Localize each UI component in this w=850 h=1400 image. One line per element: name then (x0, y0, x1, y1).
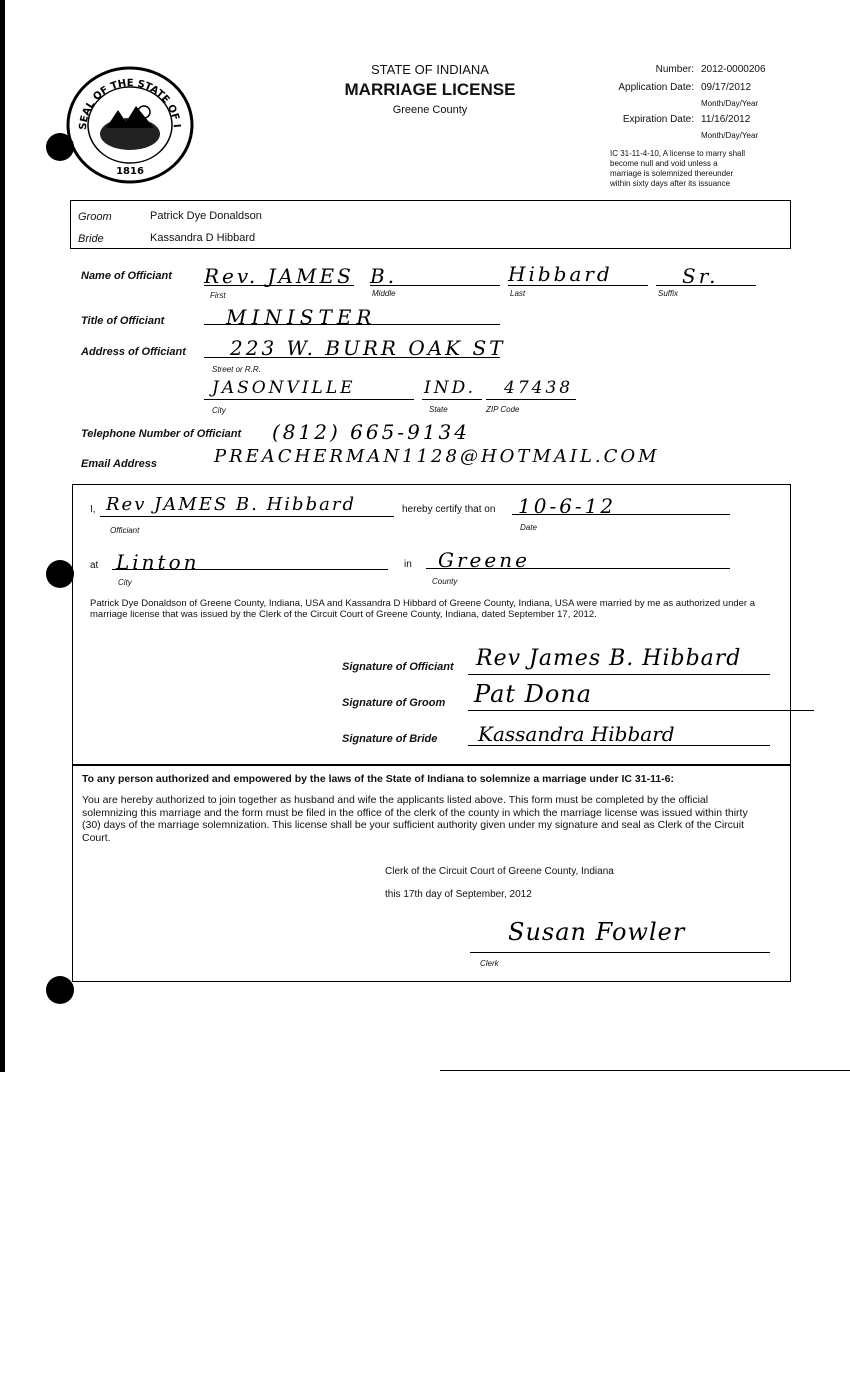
sub-street: Street or R.R. (212, 365, 261, 374)
sig-officiant-label: Signature of Officiant (342, 661, 454, 673)
expiration-date: 11/16/2012 (701, 114, 751, 125)
certifying-officiant: Rev JAMES B. Hibbard (106, 494, 356, 515)
marriage-county: Greene (438, 548, 530, 572)
binder-hole-bottom (46, 976, 74, 1004)
clerk-signature: Susan Fowler (508, 918, 686, 946)
bottom-scan-line (440, 1070, 850, 1071)
officiant-phone-label: Telephone Number of Officiant (81, 428, 242, 440)
bride-label: Bride (78, 233, 104, 245)
license-number: 2012-0000206 (701, 64, 766, 75)
officiant-street: 223 W. BURR OAK ST (230, 336, 506, 360)
sig-groom-label: Signature of Groom (342, 697, 446, 709)
officiant-name-label: Name of Officiant (81, 270, 172, 282)
officiant-title-label: Title of Officiant (81, 315, 165, 327)
officiant-first: Rev. JAMES (204, 264, 354, 288)
officiant-state: IND. (424, 378, 477, 398)
officiant-email-label: Email Address (81, 458, 158, 470)
i-label: I, (90, 504, 96, 515)
sub-suffix: Suffix (658, 289, 679, 298)
sub-zip: ZIP Code (486, 405, 520, 414)
groom-signature: Pat Dona (474, 680, 593, 708)
svg-text:1816: 1816 (116, 166, 144, 177)
officiant-signature: Rev James B. Hibbard (476, 646, 742, 671)
sub-last: Last (510, 289, 526, 298)
sub-clerk: Clerk (480, 959, 499, 968)
header-title: MARRIAGE LICENSE (344, 80, 516, 99)
left-edge-bar (0, 0, 5, 1072)
authorization-body: You are hereby authorized to join together as husband and wife the applicants listed above. This form must be completed by the official solemnizing this marriage and the form must be filed in the office of the clerk of the county in which the marriage license was issued within thirty (30) days of the marriage solemnization. This license shall be your sufficient authority given under my signature and seal as Clerk of the Circuit Court. (82, 794, 748, 844)
officiant-city: JASONVILLE (212, 378, 356, 398)
certify-text: hereby certify that on (402, 504, 496, 515)
authorization-heading: To any person authorized and empowered by the laws of the State of Indiana to solemnize a marriage under IC 31-11-6: (82, 773, 675, 785)
svg-text:SEAL OF THE STATE OF INDIANA: SEAL OF THE STATE OF I (77, 77, 182, 131)
header-state: STATE OF INDIANA (371, 62, 489, 77)
marriage-city: Linton (116, 550, 200, 574)
officiant-zip: 47438 (504, 378, 574, 398)
sub-officiant: Officiant (110, 526, 140, 535)
sig-bride-label: Signature of Bride (342, 733, 438, 745)
groom-name: Patrick Dye Donaldson (150, 210, 262, 222)
sub-city-cert: City (118, 578, 132, 587)
exp-date-format: Month/Day/Year (701, 131, 759, 140)
sub-state: State (429, 405, 448, 414)
officiant-suffix: Sr. (682, 264, 719, 288)
state-seal (66, 66, 194, 184)
sub-city: City (212, 406, 226, 415)
marriage-statement: Patrick Dye Donaldson of Greene County, Indiana, USA and Kassandra D Hibbard of Greene County, Indiana, USA were married by me as authorized under a marriage license that was issued by the Clerk of the Circuit Court of Greene County, Indiana, dated September 17, 2012. (90, 598, 756, 620)
in-label: in (404, 559, 412, 570)
groom-label: Groom (78, 211, 112, 223)
date-line: this 17th day of September, 2012 (385, 889, 532, 900)
application-date-label: Application Date: (618, 82, 694, 93)
header-county: Greene County (392, 104, 468, 116)
bride-name: Kassandra D Hibbard (150, 232, 256, 244)
marriage-date: 10-6-12 (518, 494, 617, 518)
bride-signature: Kassandra Hibbard (478, 722, 675, 746)
expiration-date-label: Expiration Date: (622, 114, 694, 125)
clerk-line: Clerk of the Circuit Court of Greene County, Indiana (385, 866, 614, 877)
sub-middle: Middle (372, 289, 396, 298)
officiant-phone: (812) 665-9134 (272, 420, 470, 444)
sub-first: First (210, 291, 226, 300)
officiant-email: PREACHERMAN1128@HOTMAIL.COM (214, 446, 660, 467)
officiant-last: Hibbard (508, 262, 613, 286)
number-label: Number: (655, 64, 694, 75)
expiration-notice: IC 31-11-4-10, A license to marry shall become null and void unless a marriage is solemnized thereunder within sixty days after its issuance (610, 149, 746, 188)
application-date: 09/17/2012 (701, 82, 752, 93)
certification-box (72, 484, 791, 766)
sub-date: Date (520, 523, 537, 532)
officiant-address-label: Address of Officiant (81, 346, 186, 358)
officiant-title: MINISTER (226, 305, 377, 329)
at-label: at (90, 560, 99, 571)
officiant-middle: B. (370, 264, 398, 288)
binder-hole-middle (46, 560, 74, 588)
sub-county: County (432, 577, 458, 586)
app-date-format: Month/Day/Year (701, 99, 759, 108)
